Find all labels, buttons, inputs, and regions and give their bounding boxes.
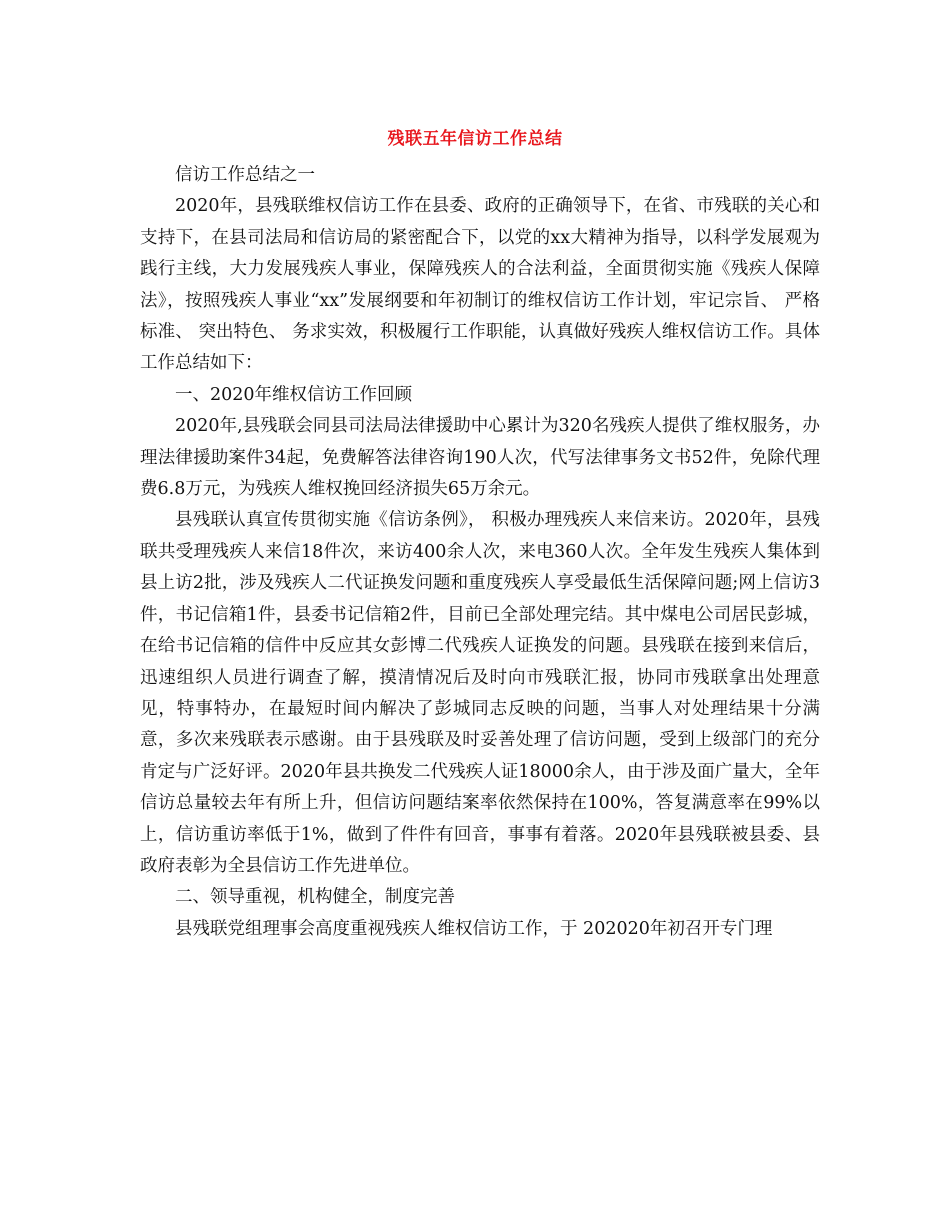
section-heading: 一、2020年维权信访工作回顾	[175, 384, 413, 405]
document-body	[140, 160, 820, 945]
body-paragraph: 县残联党组理事会高度重视残疾人维权信访工作，于 202020年初召开专门理	[175, 918, 773, 939]
section-heading: 二、领导重视，机构健全，制度完善	[175, 887, 455, 908]
body-paragraph: 县残联认真宣传贯彻实施《信访条例》， 积极办理残疾人来信来访。2020年，县残联共受理残疾人来信18件次，来访400余人次，来电360人次。全年发生残疾人集体到县上访2批，涉及残疾人二代证换发问题和重度残疾人享受最低生活保障问题;网上信访3件，书记信箱1件，县委书记信箱2件，目前已全部处理完结。其中煤电公司居民彭城，在给书记信箱的信件中反应其女彭博二代残疾人证换发的问题。县残联在接到来信后，迅速组织人员进行调查了解，摸清情况后及时向市残联汇报，协同市残联拿出处理意见，特事特办，在最短时间内解决了彭城同志反映的问题，当事人对处理结果十分满意，多次来残联表示感谢。由于县残联及时妥善处理了信访问题，受到上级部门的充分肯定与广泛好评。2020年县共换发二代残疾人证18000余人，由于涉及面广量大，全年信访总量较去年有所上升，但信访问题结案率依然保持在100%，答复满意率在99%以上，信访重访率低于1%，做到了件件有回音，事事有着落。2020年县残联被县委、县政府表彰为全县信访工作先进单位。	[140, 510, 820, 876]
document-title: 残联五年信访工作总结	[387, 129, 563, 149]
section-heading: 信访工作总结之一	[175, 165, 315, 185]
body-paragraph: 2020年,县残联会同县司法局法律援助中心累计为320名残疾人提供了维权服务，办理法律援助案件34起，免费解答法律咨询190人次，代写法律事务文书52件，免除代理费6.8万元，为残疾人维权挽回经济损失65万余元。	[140, 416, 820, 500]
body-paragraph: 2020年，县残联维权信访工作在县委、政府的正确领导下，在省、市残联的关心和支持下，在县司法局和信访局的紧密配合下，以党的xx大精神为指导，以科学发展观为践行主线，大力发展残疾人事业，保障残疾人的合法利益，全面贯彻实施《残疾人保障法》，按照残疾人事业“xx”发展纲要和年初制订的维权信访工作计划，牢记宗旨、 严格标准、 突出特色、 务求实效，积极履行工作职能，认真做好残疾人维权信访工作。具体工作总结如下：	[140, 196, 820, 374]
